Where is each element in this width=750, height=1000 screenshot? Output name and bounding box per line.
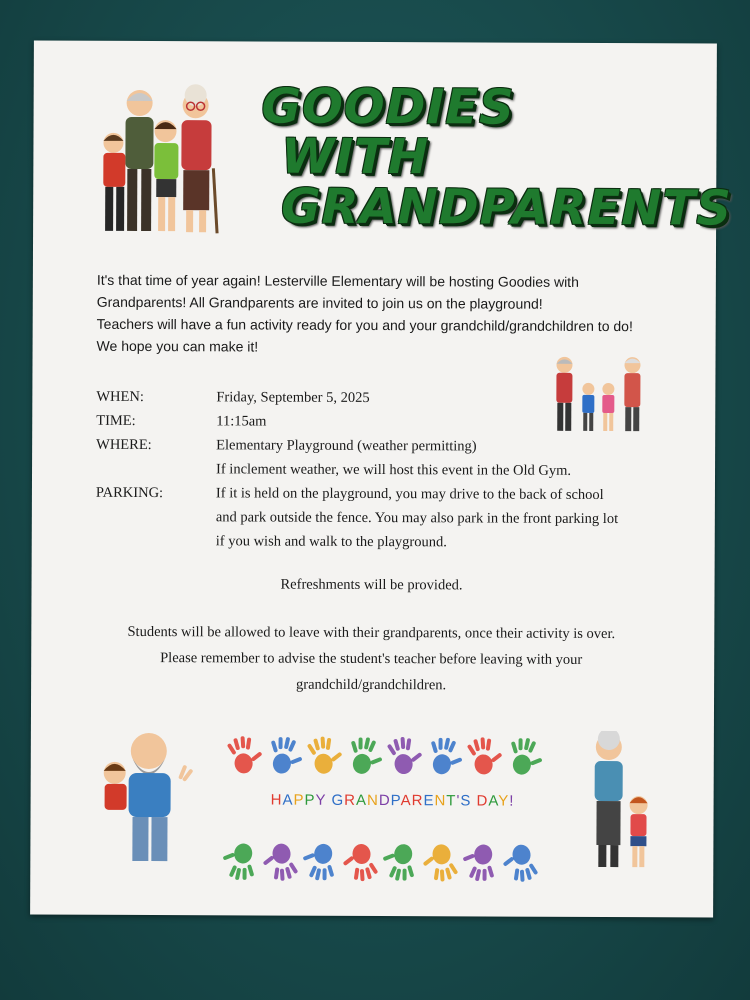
when-value: Friday, September 5, 2025 xyxy=(216,389,370,406)
handprint-icon xyxy=(426,735,465,777)
time-value: 11:15am xyxy=(216,413,267,430)
parking-label: PARKING: xyxy=(95,484,164,502)
handprint-icon xyxy=(380,841,419,883)
handprint-icon xyxy=(506,736,545,778)
where-row xyxy=(96,433,696,460)
handprint-icon xyxy=(466,735,505,776)
parking-value-3: if you wish and walk to the playground. xyxy=(215,533,447,551)
handprint-icon xyxy=(420,843,459,884)
where-value-1: Elementary Playground (weather permitting) xyxy=(216,437,477,455)
parking-row xyxy=(96,481,696,508)
handprint-icon xyxy=(220,841,258,883)
refreshments-note: Refreshments will be provided. xyxy=(280,576,463,594)
handprint-icon xyxy=(266,735,305,777)
flyer-title xyxy=(261,78,732,237)
grandma-child-icon xyxy=(584,731,655,871)
handprint-icon xyxy=(306,734,345,775)
closing-paragraph xyxy=(71,619,671,700)
closing-line-1: Students will be allowed to leave with their grandparents, once their activity is over. xyxy=(127,623,616,643)
flyer-paper xyxy=(30,41,732,918)
intro-line-1: It's that time of year again! Lesterville Elementary will be hosting Goodies with xyxy=(96,271,579,290)
handprint-icon xyxy=(386,735,425,776)
handprint-icon xyxy=(460,842,499,884)
when-label: WHEN: xyxy=(96,388,144,405)
handprint-icon xyxy=(346,735,385,777)
where-label: WHERE: xyxy=(96,436,152,454)
banner-text: HAPPY GRANDPARENT'S DAY! xyxy=(270,791,515,810)
event-details xyxy=(96,385,697,556)
intro-line-3: Teachers will have a fun activity ready for you and your grandchild/grandchildren to do! xyxy=(96,315,633,335)
handprint-icon xyxy=(500,843,539,884)
handprint-icon xyxy=(260,842,299,883)
grandparents-family-icon xyxy=(91,83,242,244)
handprint-icon xyxy=(300,841,339,883)
parking-value-1: If it is held on the playground, you may drive to the back of school xyxy=(215,485,604,504)
handprint-icon xyxy=(226,734,265,775)
where-value-2: If inclement weather, we will host this event in the Old Gym. xyxy=(216,461,572,479)
parking-row-2 xyxy=(96,505,696,532)
where-row-2 xyxy=(96,457,696,484)
title-line-1: GOODIES xyxy=(261,78,515,136)
time-label: TIME: xyxy=(96,412,136,429)
time-row xyxy=(96,409,696,436)
grandpa-child-icon xyxy=(96,729,197,867)
closing-line-2: Please remember to advise the student's teacher before leaving with your xyxy=(160,650,583,668)
parking-value-2: and park outside the fence. You may also park in the front parking lot xyxy=(215,509,619,528)
handprint-icon xyxy=(340,842,379,883)
when-row xyxy=(96,385,696,412)
parking-row-3 xyxy=(96,529,696,556)
title-line-2: WITH xyxy=(281,128,430,186)
title-line-3: GRANDPARENTS xyxy=(281,178,732,237)
closing-line-3: grandchild/grandchildren. xyxy=(295,676,447,694)
intro-line-2: Grandparents! All Grandparents are invited to join us on the playground! xyxy=(96,293,543,312)
handprint-banner xyxy=(220,731,551,892)
intro-paragraph xyxy=(97,269,657,359)
intro-line-4: We hope you can make it! xyxy=(96,337,259,355)
